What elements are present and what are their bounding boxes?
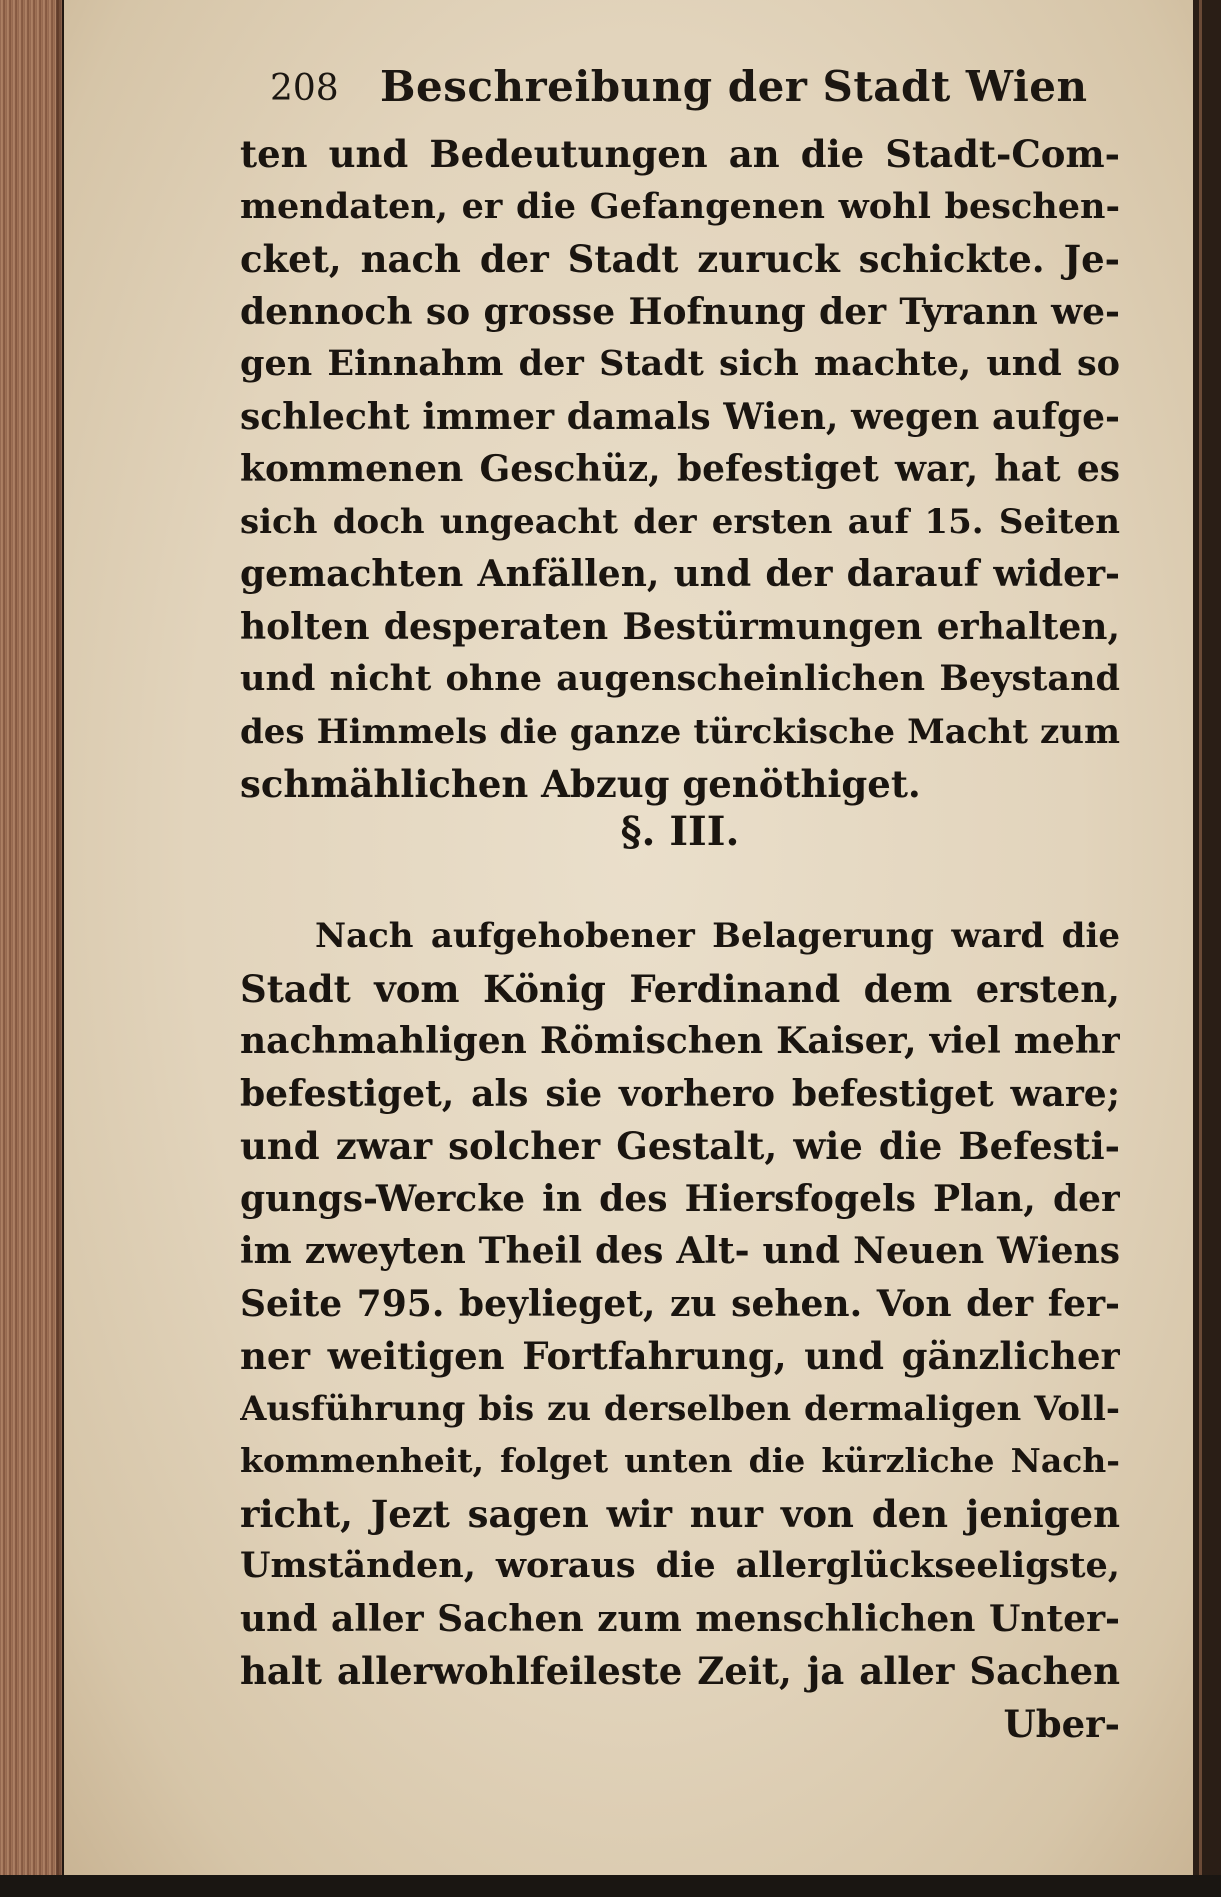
text-line: kommenen Geschüz, befestiget war, hat es bbox=[240, 448, 1120, 490]
paragraph-2 bbox=[240, 910, 1120, 1750]
text-line: befestiget, als sie vorhero befestiget ware; bbox=[240, 1072, 1120, 1115]
text-line: im zweyten Theil des Alt- und Neuen Wiens bbox=[240, 1230, 1120, 1272]
text-line: gungs-Wercke in des Hiersfogels Plan, der bbox=[240, 1177, 1120, 1220]
text-line: kommenheit, folget unten die kürzliche Nach- bbox=[240, 1441, 1120, 1480]
text-line: holten desperaten Bestürmungen erhalten, bbox=[240, 605, 1120, 648]
text-line: sich doch ungeacht der ersten auf 15. Seiten bbox=[240, 501, 1120, 542]
text-line: und nicht ohne augenscheinlichen Beystand bbox=[240, 658, 1120, 699]
bottom-border bbox=[0, 1875, 1221, 1897]
page-header bbox=[270, 62, 1090, 118]
text-line: nachmahligen Römischen Kaiser, viel mehr bbox=[240, 1020, 1120, 1062]
text-line: Umständen, woraus die allerglückseeligste, bbox=[240, 1545, 1120, 1586]
text-line: cket, nach der Stadt zuruck schickte. Je- bbox=[240, 237, 1120, 281]
text-line: Nach aufgehobener Belagerung ward die bbox=[315, 916, 1120, 956]
page-edges bbox=[0, 0, 62, 1897]
text-line: halt allerwohlfeileste Zeit, ja aller Sachen bbox=[240, 1649, 1120, 1693]
catchword: Uber- bbox=[1003, 1701, 1120, 1746]
text-line: gemachten Anfällen, und der darauf wider- bbox=[240, 553, 1120, 595]
text-line: und zwar solcher Gestalt, wie die Befesti- bbox=[240, 1124, 1120, 1168]
text-line: ner weitigen Fortfahrung, und gänzlicher bbox=[240, 1334, 1120, 1378]
text-line: ten und Bedeutungen an die Stadt-Com- bbox=[240, 132, 1120, 176]
text-line: Ausführung bis zu derselben dermaligen Voll- bbox=[240, 1388, 1120, 1429]
running-head: Beschreibung der Stadt Wien bbox=[380, 62, 1088, 111]
text-line: schmählichen Abzug genöthiget. bbox=[240, 762, 921, 806]
page-number: 208 bbox=[270, 68, 339, 109]
text-line: dennoch so grosse Hofnung der Tyrann we- bbox=[240, 290, 1120, 333]
text-line: richt, Jezt sagen wir nur von den jenigen bbox=[240, 1491, 1120, 1536]
text-line: des Himmels die ganze türckische Macht zum bbox=[240, 711, 1120, 752]
text-line: Seite 795. beylieget, zu sehen. Von der fer- bbox=[240, 1282, 1120, 1325]
paragraph-1 bbox=[240, 128, 1120, 811]
text-line: Stadt vom König Ferdinand dem ersten, bbox=[240, 966, 1120, 1011]
text-line: schlecht immer damals Wien, wegen aufge- bbox=[240, 395, 1120, 438]
binding-edge bbox=[1193, 0, 1221, 1897]
text-line: mendaten, er die Gefangenen wohl beschen- bbox=[240, 185, 1120, 227]
text-line: gen Einnahm der Stadt sich machte, und so bbox=[240, 343, 1120, 384]
section-heading: §. III. bbox=[620, 808, 740, 855]
text-line: und aller Sachen zum menschlichen Unter- bbox=[240, 1597, 1120, 1640]
